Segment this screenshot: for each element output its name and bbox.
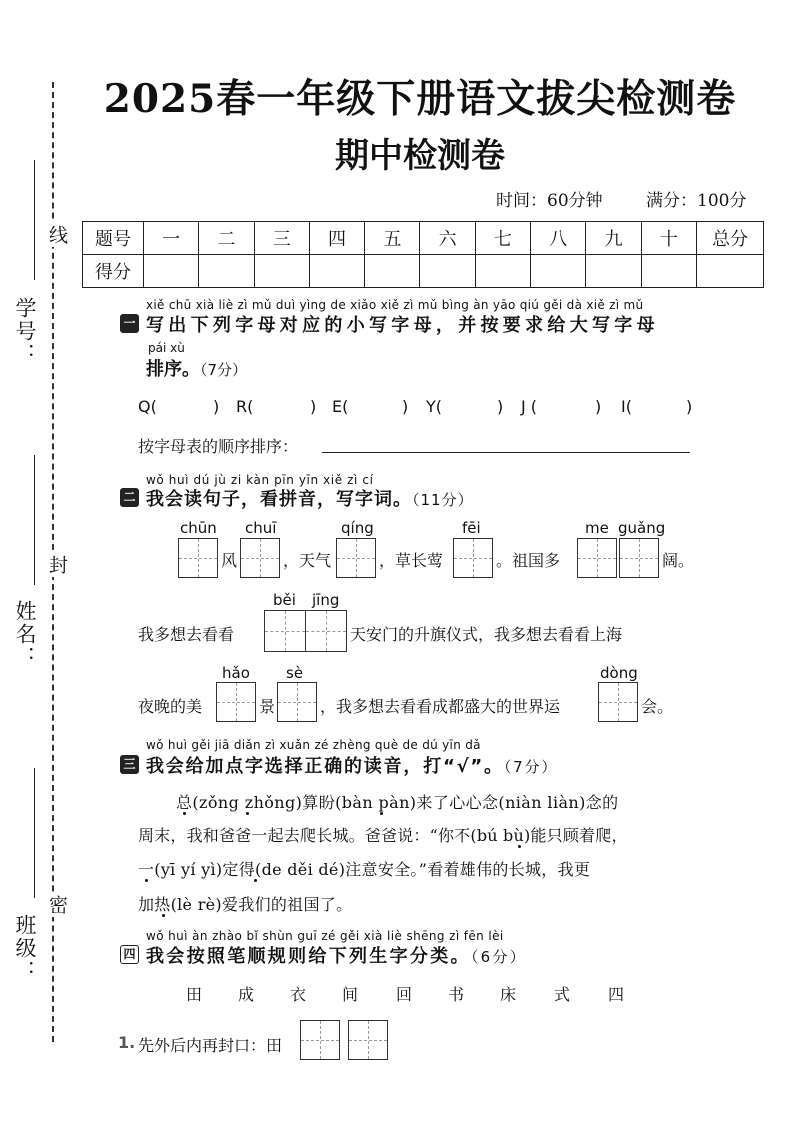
score-cell: 二 [199, 222, 254, 255]
py-se: sè [286, 664, 304, 682]
emphasis-dot [380, 812, 383, 815]
letter-paren: ) [497, 397, 504, 416]
emphasis-dot [145, 879, 148, 882]
write-box[interactable] [619, 538, 659, 578]
s2-text: ，我多想去看看成都盛大的世界运 [320, 697, 561, 716]
s3-line: 总(zǒng zhǒng)算盼(bàn pàn)来了心心念(niàn liàn)念的 [176, 793, 619, 812]
s3-line: 周末，我和爸爸一起去爬长城。爸爸说：“你不(bú bù)能只顾着爬， [138, 826, 628, 845]
py-hao: hǎo [222, 664, 250, 682]
py-chun: chūn [180, 519, 217, 537]
py-guang: guǎng [618, 519, 666, 537]
score-input-cell[interactable] [254, 255, 309, 288]
write-box[interactable] [336, 538, 376, 578]
s2-badge: 二 [120, 488, 139, 507]
xingming-label: 姓名： [13, 600, 37, 669]
s2-text: 风 [221, 551, 238, 570]
write-box[interactable] [348, 1020, 388, 1060]
write-box[interactable] [305, 610, 347, 652]
score-input-cell[interactable] [309, 255, 364, 288]
s1-pinyin: xiě chū xià liè zì mǔ duì yìng de xiǎo xiě zì mǔ bìng àn yāo qiú gěi dà xiě zì mǔ [146, 298, 644, 312]
s2-text: 我多想去看看 [138, 625, 235, 644]
s3-pinyin: wǒ huì gěi jiā diǎn zì xuǎn zé zhèng què de dú yīn dǎ [146, 738, 481, 752]
s2-text: 夜晚的美 [138, 697, 203, 716]
s1-answer-line[interactable] [322, 452, 690, 453]
score-input-cell[interactable] [475, 255, 530, 288]
write-box[interactable] [300, 1020, 340, 1060]
score-cell: 七 [475, 222, 530, 255]
s2-text: ，天气 [283, 551, 332, 570]
binding-mi: 密 [44, 892, 71, 917]
score-table [82, 221, 764, 288]
snail-char: 回 [395, 985, 412, 1004]
snail-char: 式 [553, 985, 570, 1004]
page-title: 2025春一年级下册语文拔尖检测卷 [103, 76, 737, 122]
score-input-cell[interactable] [697, 255, 764, 288]
score-input-cell[interactable] [144, 255, 199, 288]
score-input-cell[interactable] [420, 255, 475, 288]
s1-heading: 写出下列字母对应的小写字母，并按要求给大写字母 [146, 315, 659, 336]
py-jing: jīng [312, 591, 340, 609]
write-box[interactable] [598, 682, 638, 722]
score-cell: 三 [254, 222, 309, 255]
snail-char: 成 [237, 985, 254, 1004]
score-cell: 得分 [83, 255, 144, 288]
s4-badge: 四 [120, 945, 139, 964]
letter-paren: ) [595, 397, 602, 416]
letter-paren: ) [213, 397, 220, 416]
snail-char: 衣 [289, 985, 306, 1004]
exam-full-score: 满分：100分 [646, 191, 747, 211]
letter-paren: ) [310, 397, 317, 416]
score-cell: 总分 [697, 222, 764, 255]
s1-pinyin2: pái xù [148, 341, 185, 355]
write-box[interactable] [216, 682, 256, 722]
s1-badge: 一 [120, 314, 139, 333]
write-box[interactable] [178, 538, 218, 578]
letter-paren: ) [686, 397, 693, 416]
score-cell: 九 [586, 222, 641, 255]
score-cell: 六 [420, 222, 475, 255]
py-chui: chuī [245, 519, 277, 537]
emphasis-dot [183, 812, 186, 815]
s4-heading: 我会按照笔顺规则给下列生字分类。（6分） [146, 946, 528, 967]
s2-text: 景 [259, 697, 276, 716]
score-cell: 五 [365, 222, 420, 255]
snail-char: 四 [607, 985, 624, 1004]
score-input-cell[interactable] [365, 255, 420, 288]
binding-feng: 封 [44, 552, 71, 577]
exam-time: 时间：60分钟 [496, 191, 603, 211]
emphasis-dot [162, 914, 165, 917]
score-cell: 八 [531, 222, 586, 255]
score-table-score-row [83, 255, 764, 288]
letter-i: I( [621, 397, 632, 416]
s2-heading: 我会读句子，看拼音，写字词。（11分） [146, 489, 474, 510]
s2-pinyin: wǒ huì dú jù zi kàn pīn yīn xiě zì cí [146, 473, 374, 487]
score-cell: 一 [144, 222, 199, 255]
page-subtitle: 期中检测卷 [335, 136, 505, 176]
s4-pinyin: wǒ huì àn zhào bǐ shùn guī zé gěi xià liè shēng zì fēn lèi [146, 929, 504, 943]
write-box[interactable] [264, 610, 306, 652]
letter-y: Y( [426, 397, 443, 416]
write-box[interactable] [240, 538, 280, 578]
xuehao-label: 学号： [13, 297, 37, 366]
s3-badge: 三 [120, 755, 139, 774]
score-table-header-row [83, 222, 764, 255]
snail-char: 间 [341, 985, 358, 1004]
snail-char: 书 [447, 985, 464, 1004]
score-input-cell[interactable] [531, 255, 586, 288]
py-dong: dòng [600, 664, 638, 682]
emphasis-dot [254, 879, 257, 882]
score-input-cell[interactable] [641, 255, 696, 288]
letter-j: J ( [521, 397, 538, 416]
s2-text: ，草长莺 [379, 551, 444, 570]
s3-line: 加热(lè rè)爱我们的祖国了。 [138, 895, 353, 914]
s3-line: 一(yī yí yì)定得(de děi dé)注意安全。”看着雄伟的长城，我更 [138, 860, 591, 879]
py-bei: běi [273, 591, 296, 609]
banji-label: 班级： [13, 914, 37, 983]
snail-char: 田 [185, 985, 202, 1004]
write-box[interactable] [453, 538, 493, 578]
py-qing: qíng [341, 519, 374, 537]
xingming-line [34, 455, 35, 585]
s1-order-label: 按字母表的顺序排序： [138, 437, 299, 456]
letter-r: R( [236, 397, 254, 416]
letter-q: Q( [138, 397, 157, 416]
binding-xian: 线 [44, 222, 71, 247]
s2-text: 天安门的升旗仪式，我多想去看看上海 [350, 625, 623, 644]
s3-heading: 我会给加点字选择正确的读音，打“√”。（7分） [146, 756, 559, 777]
snail-char: 床 [499, 985, 516, 1004]
py-me: me [585, 519, 609, 537]
letter-paren: ) [402, 397, 409, 416]
letter-e: E( [332, 397, 349, 416]
score-cell: 十 [641, 222, 696, 255]
q1-text: 先外后内再封口：田 [138, 1036, 283, 1055]
banji-line [34, 768, 35, 898]
write-box[interactable] [277, 682, 317, 722]
s2-text: 阔。 [662, 551, 695, 570]
score-input-cell[interactable] [199, 255, 254, 288]
py-fei: fēi [462, 519, 481, 537]
score-cell: 四 [309, 222, 364, 255]
write-box[interactable] [577, 538, 617, 578]
s2-text: 会。 [641, 697, 674, 716]
s2-text: 。祖国多 [496, 551, 561, 570]
q1-number: 1. [118, 1033, 136, 1052]
emphasis-dot [246, 812, 249, 815]
score-input-cell[interactable] [586, 255, 641, 288]
score-cell: 题号 [83, 222, 144, 255]
xuehao-line [34, 160, 35, 280]
emphasis-dot [518, 845, 521, 848]
s1-heading2: 排序。（7分） [146, 359, 248, 380]
